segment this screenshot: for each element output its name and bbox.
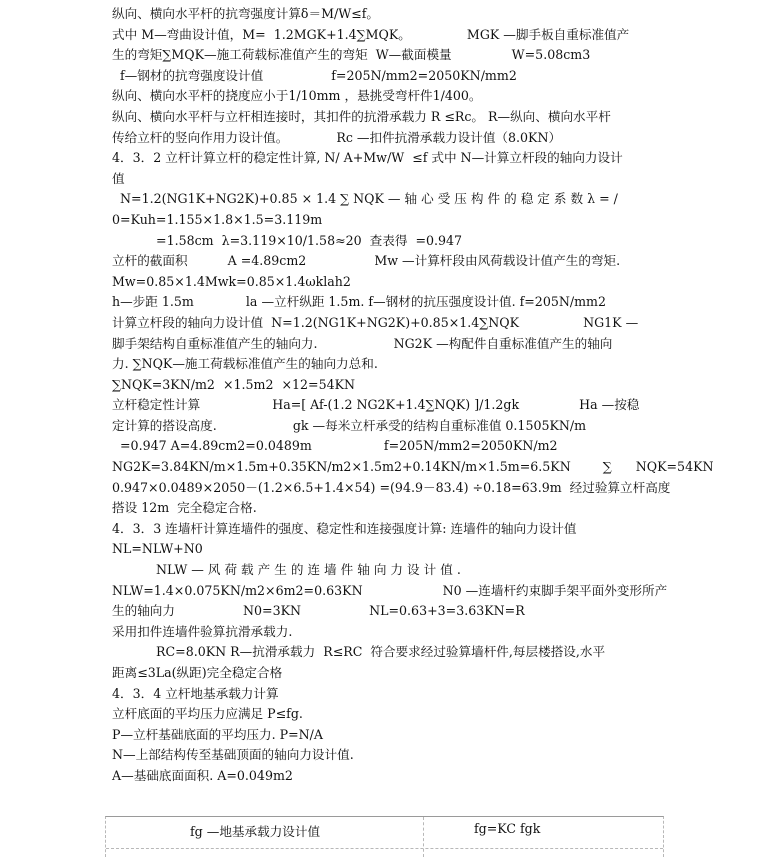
formula-line: 立杆稳定性计算 Ha=[ Af-(1.2 NG2K+1.4∑NQK) ]/1.2gk Ha —按稳 xyxy=(112,397,640,413)
text-line: 生的弯矩∑MQK—施工荷载标准值产生的弯矩 W—截面模量 W=5.08cm3 xyxy=(112,47,591,63)
text-line: 立杆底面的平均压力应满足 P≤fg. xyxy=(112,706,303,722)
text-line: 生的轴向力 N0=3KN NL=0.63+3=3.63KN=R xyxy=(112,603,525,619)
document-body xyxy=(112,4,714,787)
bearing-capacity-table xyxy=(105,816,664,857)
table-cell-formula: fg=KC fgk xyxy=(474,821,541,836)
text-line: 传给立杆的竖向作用力设计值。 Rc —扣件抗滑承载力设计值（8.0KN） xyxy=(112,129,562,145)
formula-line: NL=NLW+N0 xyxy=(112,541,203,557)
formula-line: NLW=1.4×0.075KN/m2×6m2=0.63KN N0 —连墙杆约束脚手架平面外变形所产 xyxy=(112,582,668,598)
text-line: RC=8.0KN R—抗滑承载力 R≤RC 符合要求经过验算墙杆件,每层楼搭设,水平 xyxy=(112,644,606,660)
table-column-divider xyxy=(423,817,424,857)
text-line: P—立杆基础底面的平均压力. P=N/A xyxy=(112,726,323,742)
text-line: 立杆的截面积 A =4.89cm2 Mw —计算杆段由风荷载设计值产生的弯矩. xyxy=(112,253,621,269)
text-line: 纵向、横向水平杆与立杆相连接时，其扣件的抗滑承载力 R ≤Rc。 R—纵向、横向水平杆 xyxy=(112,108,611,124)
text-line: 力. ∑NQK—施工荷载标准值产生的轴向力总和. xyxy=(112,356,378,372)
text-line: 距离≤3La(纵距)完全稳定合格 xyxy=(112,665,283,680)
text-line: h—步距 1.5m la —立杆纵距 1.5m. f—钢材的抗压强度设计值. f=205N/mm2 xyxy=(112,294,607,310)
text-line: 搭设 12m 完全稳定合格. xyxy=(112,500,257,516)
text-line: f—钢材的抗弯强度设计值 f=205N/mm2=2050KN/mm2 xyxy=(112,67,517,83)
formula-line: ∑NQK=3KN/m2 ×1.5m2 ×12=54KN xyxy=(112,376,356,392)
text-line: 定计算的搭设高度. gk —每米立杆承受的结构自重标准值 0.1505KN/m xyxy=(112,417,587,433)
formula-line: N=1.2(NG1K+NG2K)+0.85 × 1.4 ∑ NQK — 轴 心 受 压 构 件 的 稳 定 系 数 λ = / xyxy=(112,191,618,207)
text-line: 计算立杆段的轴向力设计值 N=1.2(NG1K+NG2K)+0.85×1.4∑NQK NG1K — xyxy=(112,314,639,330)
formula-line: Mw=0.85×1.4Mwk=0.85×1.4ωklah2 xyxy=(112,273,351,289)
section-heading: 4．3．3 连墙杆计算连墙件的强度、稳定性和连接强度计算: 连墙件的轴向力设计值 xyxy=(112,520,577,536)
formula-line: 0=Kuh=1.155×1.8×1.5=3.119m xyxy=(112,211,323,227)
text-line: N—上部结构传至基础顶面的轴向力设计值. xyxy=(112,747,354,763)
table-row-divider xyxy=(106,848,663,849)
text-line: 脚手架结构自重标准值产生的轴向力. NG2K —构配件自重标准值产生的轴向 xyxy=(112,335,613,351)
text-line: NLW — 风 荷 载 产 生 的 连 墙 件 轴 向 力 设 计 值 . xyxy=(112,562,461,578)
section-heading: 4．3．4 立杆地基承载力计算 xyxy=(112,685,279,701)
text-line: A—基础底面面积. A=0.049m2 xyxy=(112,767,293,783)
section-heading: 4．3．2 立杆计算立杆的稳定性计算, N/ A+Mw/W ≤f 式中 N—计算立杆段的轴向力设计 xyxy=(112,150,623,166)
text-line: 值 xyxy=(112,170,125,186)
text-line: 采用扣件连墙件验算抗滑承载力. xyxy=(112,623,293,639)
formula-line: 0.947×0.0489×2050－(1.2×6.5+1.4×54) =(94.9－83.4) ÷0.18=63.9m 经过验算立杆高度 xyxy=(112,479,671,495)
formula-line: =1.58cm λ=3.119×10/1.58≈20 查表得 =0.947 xyxy=(112,232,463,248)
text-line: 式中 M—弯曲设计值，M= 1.2MGK+1.4∑MQK。 MGK —脚手板自重标准值产 xyxy=(112,26,630,42)
table-cell-definition: fg —地基承载力设计值 xyxy=(190,824,321,839)
text-line: 纵向、横向水平杆的抗弯强度计算δ＝M/W≤f。 xyxy=(112,6,379,21)
text-line: 纵向、横向水平杆的挠度应小于1/10mm ，悬挑受弯杆件1/400。 xyxy=(112,88,482,104)
formula-line: NG2K=3.84KN/m×1.5m+0.35KN/m2×1.5m2+0.14KN/m×1.5m=6.5KN ∑ NQK=54KN xyxy=(112,459,714,475)
formula-line: =0.947 A=4.89cm2=0.0489m f=205N/mm2=2050KN/m2 xyxy=(112,438,558,454)
